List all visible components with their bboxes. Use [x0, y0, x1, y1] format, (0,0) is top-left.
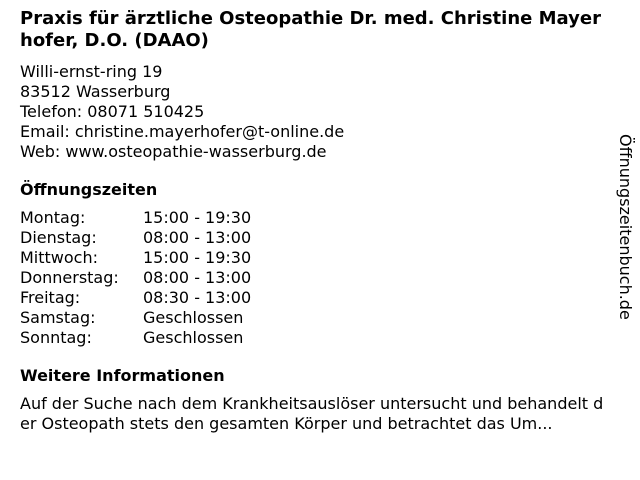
website-url: Web: www.osteopathie-wasserburg.de — [20, 142, 327, 161]
email-address: Email: christine.mayerhofer@t-online.de — [20, 122, 345, 141]
opening-hours-table — [20, 208, 610, 348]
hours-row — [20, 228, 610, 248]
street-address: Willi-ernst-ring 19 — [20, 62, 163, 81]
hours-day: Freitag: — [20, 288, 81, 307]
hours-row — [20, 208, 610, 228]
hours-day: Samstag: — [20, 308, 96, 327]
city-address: 83512 Wasserburg — [20, 82, 171, 101]
hours-time: Geschlossen — [143, 308, 244, 327]
opening-hours-heading: Öffnungszeiten — [20, 180, 158, 199]
hours-time: 08:30 - 13:00 — [143, 288, 252, 307]
hours-time: 08:00 - 13:00 — [143, 268, 252, 287]
further-info-text: Auf der Suche nach dem Krankheitsauslöser untersucht und behandelt der Osteopath stets den gesamten Körper und betrachtet das Um... — [20, 394, 604, 433]
hours-row — [20, 248, 610, 268]
hours-time: 15:00 - 19:30 — [143, 248, 252, 267]
further-info-heading: Weitere Informationen — [20, 366, 225, 385]
practice-card — [20, 8, 610, 434]
hours-row — [20, 268, 610, 288]
hours-time: 08:00 - 13:00 — [143, 228, 252, 247]
hours-day: Montag: — [20, 208, 86, 227]
hours-row — [20, 328, 610, 348]
hours-day: Dienstag: — [20, 228, 97, 247]
site-brand-label: Öffnungszeitenbuch.de — [616, 134, 635, 320]
hours-row — [20, 308, 610, 328]
hours-day: Donnerstag: — [20, 268, 119, 287]
practice-name: Praxis für ärztliche Osteopathie Dr. med. Christine Mayerhofer, D.O. (DAAO) — [20, 8, 601, 51]
phone-number: Telefon: 08071 510425 — [20, 102, 205, 121]
hours-day: Mittwoch: — [20, 248, 98, 267]
hours-time: 15:00 - 19:30 — [143, 208, 252, 227]
hours-day: Sonntag: — [20, 328, 92, 347]
address-block — [20, 62, 610, 162]
hours-row — [20, 288, 610, 308]
hours-time: Geschlossen — [143, 328, 244, 347]
